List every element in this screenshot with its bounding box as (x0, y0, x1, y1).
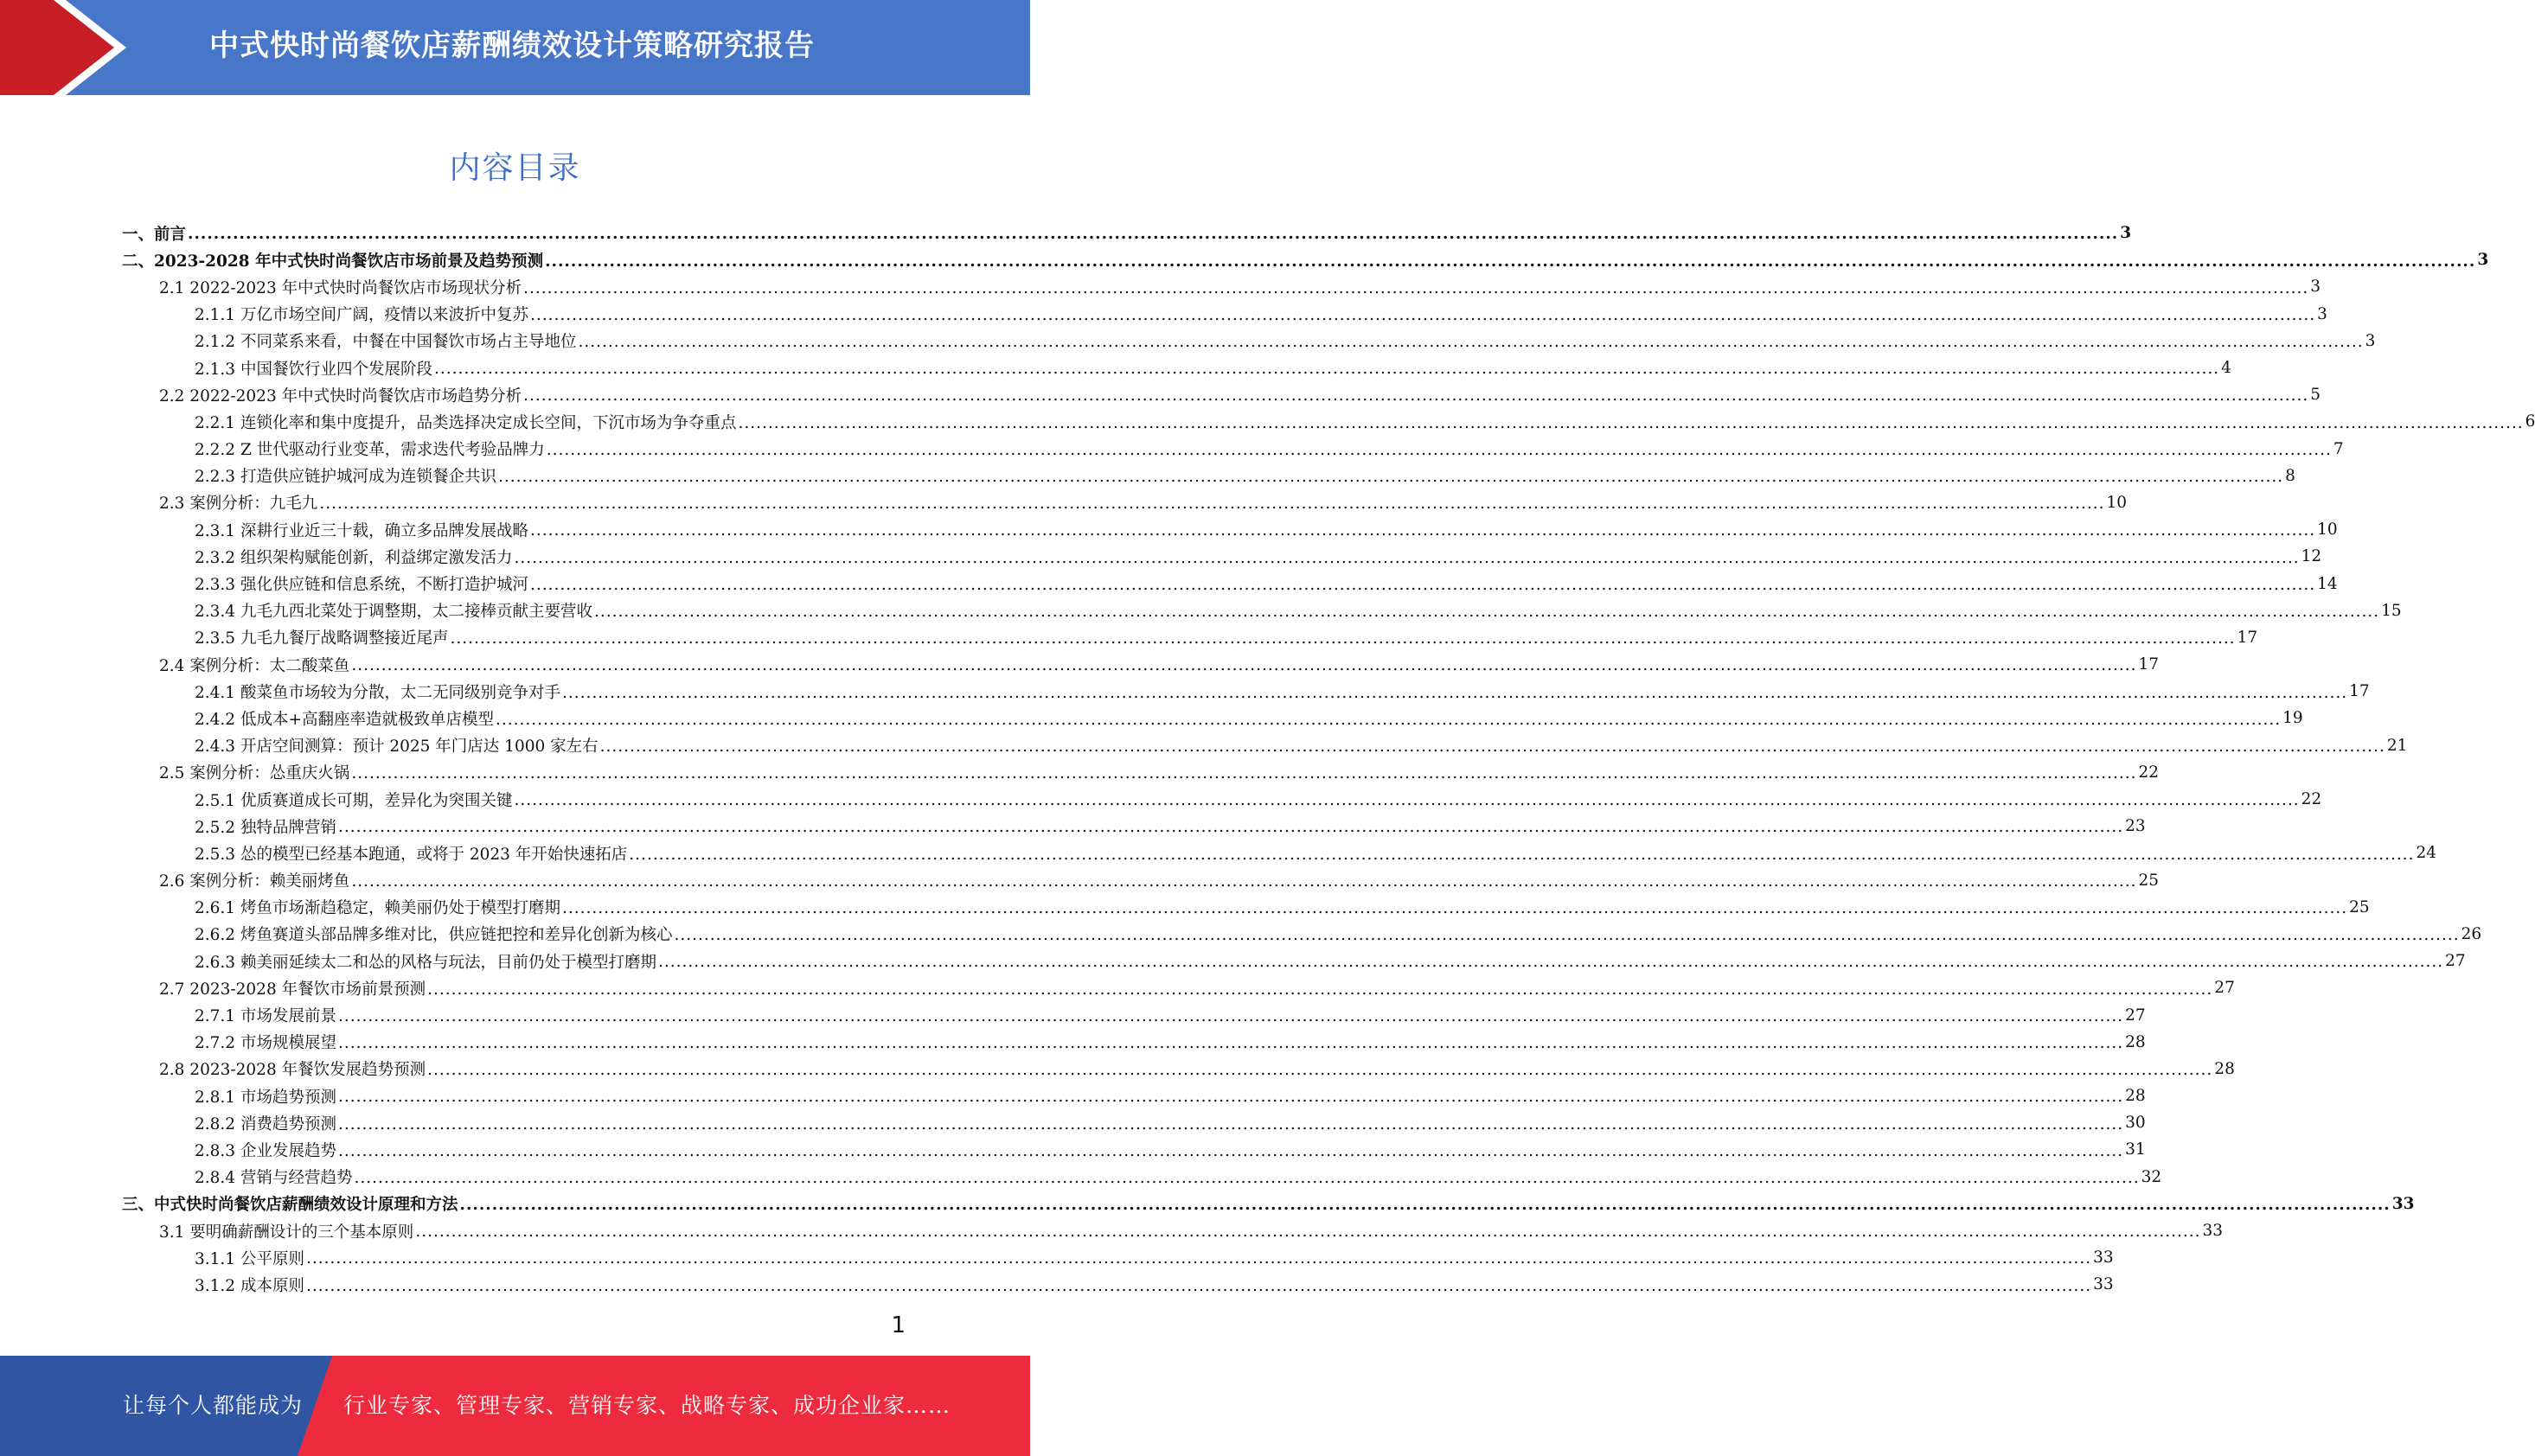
toc-entry[interactable] (122, 597, 2402, 624)
toc-entry-page: 12 (2301, 547, 2322, 566)
toc-leader-dots: ............................................................................................................................................................................................................................................................................................................ (546, 440, 2332, 459)
toc-leader-dots: ............................................................................................................................................................................................................................................................................................................ (561, 683, 2348, 702)
toc-entry-page: 23 (2125, 817, 2146, 836)
toc-entry[interactable] (122, 1136, 2146, 1163)
toc-entry[interactable] (122, 273, 2321, 300)
toc-entry-page: 24 (2416, 844, 2437, 863)
toc-entry-title: 一、前言 (122, 225, 187, 244)
toc-entry[interactable] (122, 436, 2344, 463)
toc-entry-title: 2.2.1 连锁化率和集中度提升，品类选择决定成长空间，下沉市场为争夺重点 (195, 413, 737, 432)
toc-entry[interactable] (122, 732, 2408, 759)
toc-entry[interactable] (122, 1001, 2146, 1028)
toc-entry-title: 2.7 2023-2028 年餐饮市场前景预测 (159, 980, 426, 999)
toc-entry-title: 2.8.1 市场趋势预测 (195, 1088, 336, 1107)
toc-leader-dots: ............................................................................................................................................................................................................................................................................................................ (529, 305, 2316, 324)
toc-entry-title: 二、2023-2028 年中式快时尚餐饮店市场前景及趋势预测 (122, 252, 544, 271)
toc-entry-page: 27 (2445, 952, 2466, 971)
footer-slogan-right: 行业专家、管理专家、营销专家、战略专家、成功企业家…… (343, 1393, 951, 1418)
toc-entry[interactable] (122, 463, 2295, 489)
toc-entry[interactable] (122, 840, 2437, 866)
toc-entry-page: 17 (2138, 655, 2160, 674)
toc-leader-dots: ............................................................................................................................................................................................................................................................................................................ (561, 899, 2348, 918)
toc-leader-dots: ............................................................................................................................................................................................................................................................................................................ (319, 495, 2105, 514)
toc-entry-page: 7 (2333, 439, 2344, 458)
toc-entry[interactable] (122, 543, 2322, 570)
toc-leader-dots: ............................................................................................................................................................................................................................................................................................................ (354, 1168, 2140, 1187)
toc-entry-title: 2.6.3 赖美丽延续太二和怂的风格与玩法，目前仍处于模型打磨期 (195, 953, 656, 972)
page-number: 1 (891, 1312, 906, 1338)
toc-entry[interactable] (122, 381, 2321, 408)
toc-entry-title: 2.3.5 九毛九餐厅战略调整接近尾声 (195, 629, 449, 648)
toc-leader-dots: ............................................................................................................................................................................................................................................................................................................ (514, 548, 2300, 567)
toc-entry[interactable] (122, 516, 2338, 543)
toc-entry-title: 2.8 2023-2028 年餐饮发展趋势预测 (159, 1061, 426, 1080)
toc-entry-title: 2.2.3 打造供应链护城河成为连锁餐企共识 (195, 468, 496, 487)
toc-entry[interactable] (122, 489, 2128, 516)
toc-entry-page: 28 (2125, 1032, 2146, 1051)
toc-entry-title: 2.1.1 万亿市场空间广阔，疫情以来波折中复苏 (195, 306, 528, 325)
toc-entry-page: 3 (2120, 224, 2132, 243)
toc-entry-title: 2.1 2022-2023 年中式快时尚餐饮店市场现状分析 (159, 278, 522, 297)
toc-entry-page: 3 (2365, 331, 2376, 350)
toc-entry-title: 3.1.1 公平原则 (195, 1249, 304, 1268)
toc-heading: 内容目录 (449, 150, 581, 186)
toc-leader-dots: ............................................................................................................................................................................................................................................................................................................ (593, 602, 2380, 621)
toc-entry[interactable] (122, 1271, 2114, 1298)
toc-entry-title: 2.3.3 强化供应链和信息系统，不断打造护城河 (195, 576, 528, 595)
toc-entry-title: 2.4 案例分析：太二酸菜鱼 (159, 656, 350, 675)
toc-leader-dots: ............................................................................................................................................................................................................................................................................................................ (351, 656, 2137, 675)
toc-entry-title: 2.3.2 组织架构赋能创新，利益绑定激发活力 (195, 548, 513, 567)
toc-entry-page: 30 (2125, 1114, 2146, 1133)
toc-entry-title: 2.4.2 低成本+高翻座率造就极致单店模型 (195, 710, 494, 729)
toc-entry[interactable] (122, 1056, 2235, 1082)
toc-entry[interactable] (122, 867, 2160, 894)
toc-leader-dots: ............................................................................................................................................................................................................................................................................................................ (529, 575, 2316, 594)
toc-entry-page: 25 (2138, 871, 2160, 890)
toc-entry-page: 28 (2125, 1087, 2146, 1106)
toc-entry-title: 2.8.2 消费趋势预测 (195, 1114, 336, 1134)
toc-leader-dots: ............................................................................................................................................................................................................................................................................................................ (629, 845, 2415, 864)
toc-entry-title: 2.6 案例分析：赖美丽烤鱼 (159, 872, 350, 891)
toc-leader-dots: ............................................................................................................................................................................................................................................................................................................ (674, 926, 2460, 945)
toc-entry-page: 3 (2477, 251, 2489, 270)
toc-entry-page: 22 (2138, 763, 2160, 782)
toc-leader-dots: ............................................................................................................................................................................................................................................................................................................ (738, 413, 2524, 432)
toc-leader-dots: ............................................................................................................................................................................................................................................................................................................ (188, 225, 2119, 244)
toc-leader-dots: ............................................................................................................................................................................................................................................................................................................ (495, 710, 2282, 729)
toc-entry-page: 33 (2391, 1194, 2415, 1213)
toc-entry[interactable] (122, 786, 2322, 813)
toc-entry[interactable] (122, 974, 2235, 1001)
toc-entry-title: 2.7.1 市场发展前景 (195, 1007, 336, 1026)
toc-entry-title: 2.6.2 烤鱼赛道头部品牌多维对比，供应链把控和差异化创新为核心 (195, 926, 673, 945)
toc-entry-page: 28 (2214, 1059, 2235, 1078)
toc-leader-dots: ............................................................................................................................................................................................................................................................................................................ (427, 1061, 2213, 1080)
toc-entry-title: 2.8.4 营销与经营趋势 (195, 1169, 353, 1188)
toc-leader-dots: ............................................................................................................................................................................................................................................................................................................ (305, 1249, 2092, 1268)
toc-entry[interactable] (122, 678, 2370, 705)
toc-entry-page: 3 (2317, 304, 2327, 323)
toc-leader-dots: ............................................................................................................................................................................................................................................................................................................ (337, 1006, 2124, 1025)
toc-leader-dots: ............................................................................................................................................................................................................................................................................................................ (497, 468, 2284, 487)
toc-entry-title: 2.6.1 烤鱼市场渐趋稳定，赖美丽仍处于模型打磨期 (195, 899, 560, 918)
toc-leader-dots: ............................................................................................................................................................................................................................................................................................................ (351, 872, 2137, 891)
toc-entry-title: 2.4.3 开店空间测算：预计 2025 年门店达 1000 家左右 (195, 738, 599, 757)
toc-entry-title: 三、中式快时尚餐饮店薪酬绩效设计原理和方法 (122, 1196, 458, 1215)
toc-entry-page: 10 (2317, 520, 2338, 540)
header-banner (0, 0, 1030, 95)
toc-leader-dots: ............................................................................................................................................................................................................................................................................................................ (578, 333, 2364, 352)
toc-entry-page: 6 (2525, 412, 2535, 431)
toc-entry-page: 5 (2310, 386, 2321, 405)
toc-entry-title: 2.5.2 独特品牌营销 (195, 818, 336, 837)
toc-entry-page: 22 (2301, 790, 2322, 809)
toc-entry[interactable] (122, 1109, 2146, 1136)
toc-entry-page: 17 (2349, 682, 2370, 701)
toc-entry-page: 17 (2237, 628, 2258, 647)
toc-leader-dots: ............................................................................................................................................................................................................................................................................................................ (450, 629, 2236, 648)
toc-entry[interactable] (122, 1164, 2162, 1191)
toc-entry-title: 2.4.1 酸菜鱼市场较为分散，太二无同级别竞争对手 (195, 683, 560, 702)
toc-entry[interactable] (122, 948, 2466, 974)
toc-leader-dots: ............................................................................................................................................................................................................................................................................................................ (529, 521, 2316, 540)
toc-leader-dots: ............................................................................................................................................................................................................................................................................................................ (337, 1141, 2124, 1160)
toc-entry[interactable] (122, 246, 2489, 273)
toc-entry-page: 19 (2282, 709, 2303, 728)
toc-leader-dots: ............................................................................................................................................................................................................................................................................................................ (337, 818, 2124, 837)
toc-entry-title: 2.5.3 怂的模型已经基本跑通，或将于 2023 年开始快速拓店 (195, 845, 628, 864)
toc-entry-title: 2.5.1 优质赛道成长可期，差异化为突围关键 (195, 791, 513, 810)
toc-entry[interactable] (122, 705, 2303, 731)
toc-entry-page: 10 (2106, 493, 2128, 512)
toc-entry[interactable] (122, 651, 2160, 678)
toc-entry[interactable] (122, 1191, 2415, 1217)
toc-entry-page: 25 (2349, 897, 2370, 916)
toc-entry-page: 27 (2214, 979, 2235, 998)
toc-leader-dots: ............................................................................................................................................................................................................................................................................................................ (337, 1033, 2124, 1052)
report-title: 中式快时尚餐饮店薪酬绩效设计策略研究报告 (209, 29, 815, 63)
toc-leader-dots: ............................................................................................................................................................................................................................................................................................................ (523, 386, 2309, 406)
toc-entry[interactable] (122, 328, 2376, 354)
toc-entry-title: 2.1.2 不同菜系来看，中餐在中国餐饮市场占主导地位 (195, 333, 577, 352)
toc-entry-page: 3 (2310, 278, 2321, 297)
toc-leader-dots: ............................................................................................................................................................................................................................................................................................................ (523, 278, 2309, 297)
toc-leader-dots: ............................................................................................................................................................................................................................................................................................................ (305, 1276, 2092, 1295)
toc-leader-dots: ............................................................................................................................................................................................................................................................................................................ (514, 791, 2300, 810)
toc-leader-dots: ............................................................................................................................................................................................................................................................................................................ (657, 953, 2444, 972)
toc-entry-title: 2.5 案例分析：怂重庆火锅 (159, 764, 350, 783)
toc-entry-page: 14 (2317, 574, 2338, 593)
toc-entry-page: 15 (2381, 601, 2402, 620)
toc-entry[interactable] (122, 1217, 2224, 1244)
toc-entry-page: 4 (2221, 359, 2231, 378)
toc-entry-page: 33 (2093, 1248, 2114, 1268)
toc-entry-title: 2.3.1 深耕行业近三十载，确立多品牌发展战略 (195, 521, 528, 540)
toc-leader-dots: ............................................................................................................................................................................................................................................................................................................ (459, 1196, 2391, 1215)
toc-entry-page: 32 (2141, 1167, 2162, 1186)
toc-entry-title: 3.1 要明确薪酬设计的三个基本原则 (159, 1223, 414, 1242)
toc-entry[interactable] (122, 570, 2338, 597)
toc-entry[interactable] (122, 1244, 2114, 1271)
toc-entry-page: 33 (2202, 1222, 2224, 1241)
toc-entry-title: 2.7.2 市场规模展望 (195, 1034, 336, 1053)
toc-entry-title: 2.3.4 九毛九西北菜处于调整期，太二接棒贡献主要营收 (195, 603, 592, 622)
toc-entry[interactable] (122, 624, 2258, 651)
toc-entry-title: 2.3 案例分析：九毛九 (159, 495, 318, 514)
toc-entry[interactable] (122, 1082, 2146, 1109)
toc-entry[interactable] (122, 921, 2482, 948)
toc-leader-dots: ............................................................................................................................................................................................................................................................................................................ (599, 737, 2385, 756)
toc-entry-title: 2.2.2 Z 世代驱动行业变革，需求迭代考验品牌力 (195, 441, 545, 460)
toc-entry-page: 31 (2125, 1140, 2146, 1159)
toc-entry-page: 27 (2125, 1006, 2146, 1025)
toc-entry-page: 8 (2285, 466, 2295, 485)
toc-entry-title: 2.1.3 中国餐饮行业四个发展阶段 (195, 360, 432, 379)
footer-banner (0, 1356, 1030, 1456)
toc-leader-dots: ............................................................................................................................................................................................................................................................................................................ (337, 1088, 2124, 1107)
toc-entry[interactable] (122, 759, 2160, 786)
toc-leader-dots: ............................................................................................................................................................................................................................................................................................................ (545, 252, 2476, 271)
toc-entry[interactable] (122, 894, 2370, 921)
toc-entry[interactable] (122, 354, 2231, 381)
toc-entry-title: 2.8.3 企业发展趋势 (195, 1141, 336, 1160)
toc-leader-dots: ............................................................................................................................................................................................................................................................................................................ (433, 360, 2220, 379)
toc-entry[interactable] (122, 813, 2146, 840)
toc-entry-title: 2.2 2022-2023 年中式快时尚餐饮店市场趋势分析 (159, 386, 522, 406)
toc-entry-title: 3.1.2 成本原则 (195, 1276, 304, 1295)
toc-entry[interactable] (122, 1029, 2146, 1056)
toc-leader-dots: ............................................................................................................................................................................................................................................................................................................ (337, 1114, 2124, 1134)
toc-entry[interactable] (122, 301, 2327, 328)
arrow-logo-icon (0, 0, 138, 95)
toc-leader-dots: ............................................................................................................................................................................................................................................................................................................ (427, 980, 2213, 999)
toc-leader-dots: ............................................................................................................................................................................................................................................................................................................ (415, 1223, 2201, 1242)
toc-entry[interactable] (122, 220, 2132, 246)
table-of-contents (122, 220, 2535, 1299)
toc-leader-dots: ............................................................................................................................................................................................................................................................................................................ (351, 764, 2137, 783)
toc-entry-page: 26 (2461, 924, 2482, 943)
toc-entry-page: 21 (2386, 736, 2408, 755)
toc-entry-page: 33 (2093, 1275, 2114, 1294)
toc-entry[interactable] (122, 408, 2535, 435)
footer-slogan-left: 让每个人都能成为 (123, 1393, 304, 1418)
